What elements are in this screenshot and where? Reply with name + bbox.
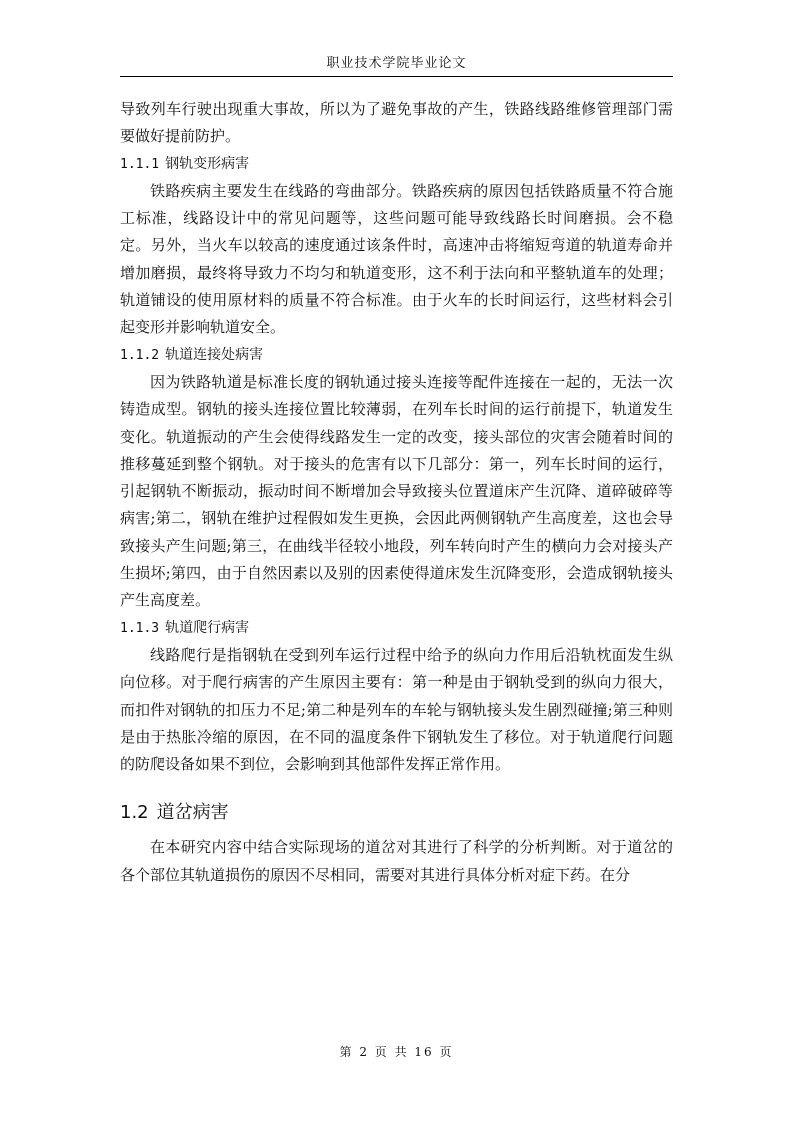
section-number: 1.2	[120, 802, 149, 824]
section-title: 道岔病害	[156, 802, 229, 824]
section-heading-1-1-3	[120, 615, 673, 642]
section-title: 轨道爬行病害	[165, 619, 250, 636]
section-number: 1.1.3	[120, 620, 160, 636]
section-heading-1-1-1	[120, 151, 673, 178]
section-paragraph-1-1-1: 铁路疾病主要发生在线路的弯曲部分。铁路疾病的原因包括铁路质量不符合施工标准，线路设计中的常见问题等，这些问题可能导致线路长时间磨损。会不稳定。另外，当火车以较高的速度通过该条件时，高速冲击将缩短弯道的轨道寿命并增加磨损，最终将导致力不均匀和轨道变形，这不利于法向和平整轨道车的处理；轨道铺设的使用原材料的质量不符合标准。由于火车的长时间运行，这些材料会引起变形并影响轨道安全。	[120, 181, 673, 337]
section-number: 1.1.1	[120, 156, 160, 172]
section-paragraph-1-1-3: 线路爬行是指钢轨在受到列车运行过程中给予的纵向力作用后沿轨枕面发生纵向位移。对于爬行病害的产生原因主要有：第一种是由于钢轨受到的纵向力很大，而扣件对钢轨的扣压力不足;第二种是列车的车轮与钢轨接头发生剧烈碰撞;第三种则是由于热胀冷缩的原因，在不同的温度条件下钢轨发生了移位。对于轨道爬行问题的防爬设备如果不到位，会影响到其他部件发挥正常作用。	[120, 645, 673, 774]
section-number: 1.1.2	[120, 347, 160, 363]
page-header: 职业技术学院毕业论文	[326, 56, 467, 71]
header-rule	[120, 76, 673, 77]
section-heading-1-2	[120, 796, 673, 830]
section-paragraph-1-1-2: 因为铁路轨道是标准长度的钢轨通过接头连接等配件连接在一起的，无法一次铸造成型。钢轨的接头连接位置比较薄弱，在列车长时间的运行前提下，轨道发生变化。轨道振动的产生会使得线路发生一定的改变，接头部位的灾害会随着时间的推移蔓延到整个钢轨。对于接头的危害有以下几部分：第一，列车长时间的运行，引起钢轨不断振动，振动时间不断增加会导致接头位置道床产生沉降、道碎破碎等病害;第二，钢轨在维护过程假如发生更换，会因此两侧钢轨产生高度差，这也会导致接头产生问题;第三，在曲线半径较小地段，列车转向时产生的横向力会对接头产生损坏;第四，由于自然因素以及别的因素使得道床发生沉降变形，会造成钢轨接头产生高度差。	[120, 372, 673, 610]
page-content	[120, 96, 673, 889]
section-heading-1-1-2	[120, 342, 673, 369]
intro-paragraph: 导致列车行驶出现重大事故，所以为了避免事故的产生，铁路线路维修管理部门需要做好提前防护。	[120, 100, 673, 146]
section-paragraph-1-2: 在本研究内容中结合实际现场的道岔对其进行了科学的分析判断。对于道岔的各个部位其轨道损伤的原因不尽相同，需要对其进行具体分析对症下药。在分	[120, 838, 673, 884]
section-title: 钢轨变形病害	[165, 155, 250, 172]
page-footer: 第 2 页 共 16 页	[339, 1045, 454, 1059]
section-title: 轨道连接处病害	[165, 346, 264, 363]
